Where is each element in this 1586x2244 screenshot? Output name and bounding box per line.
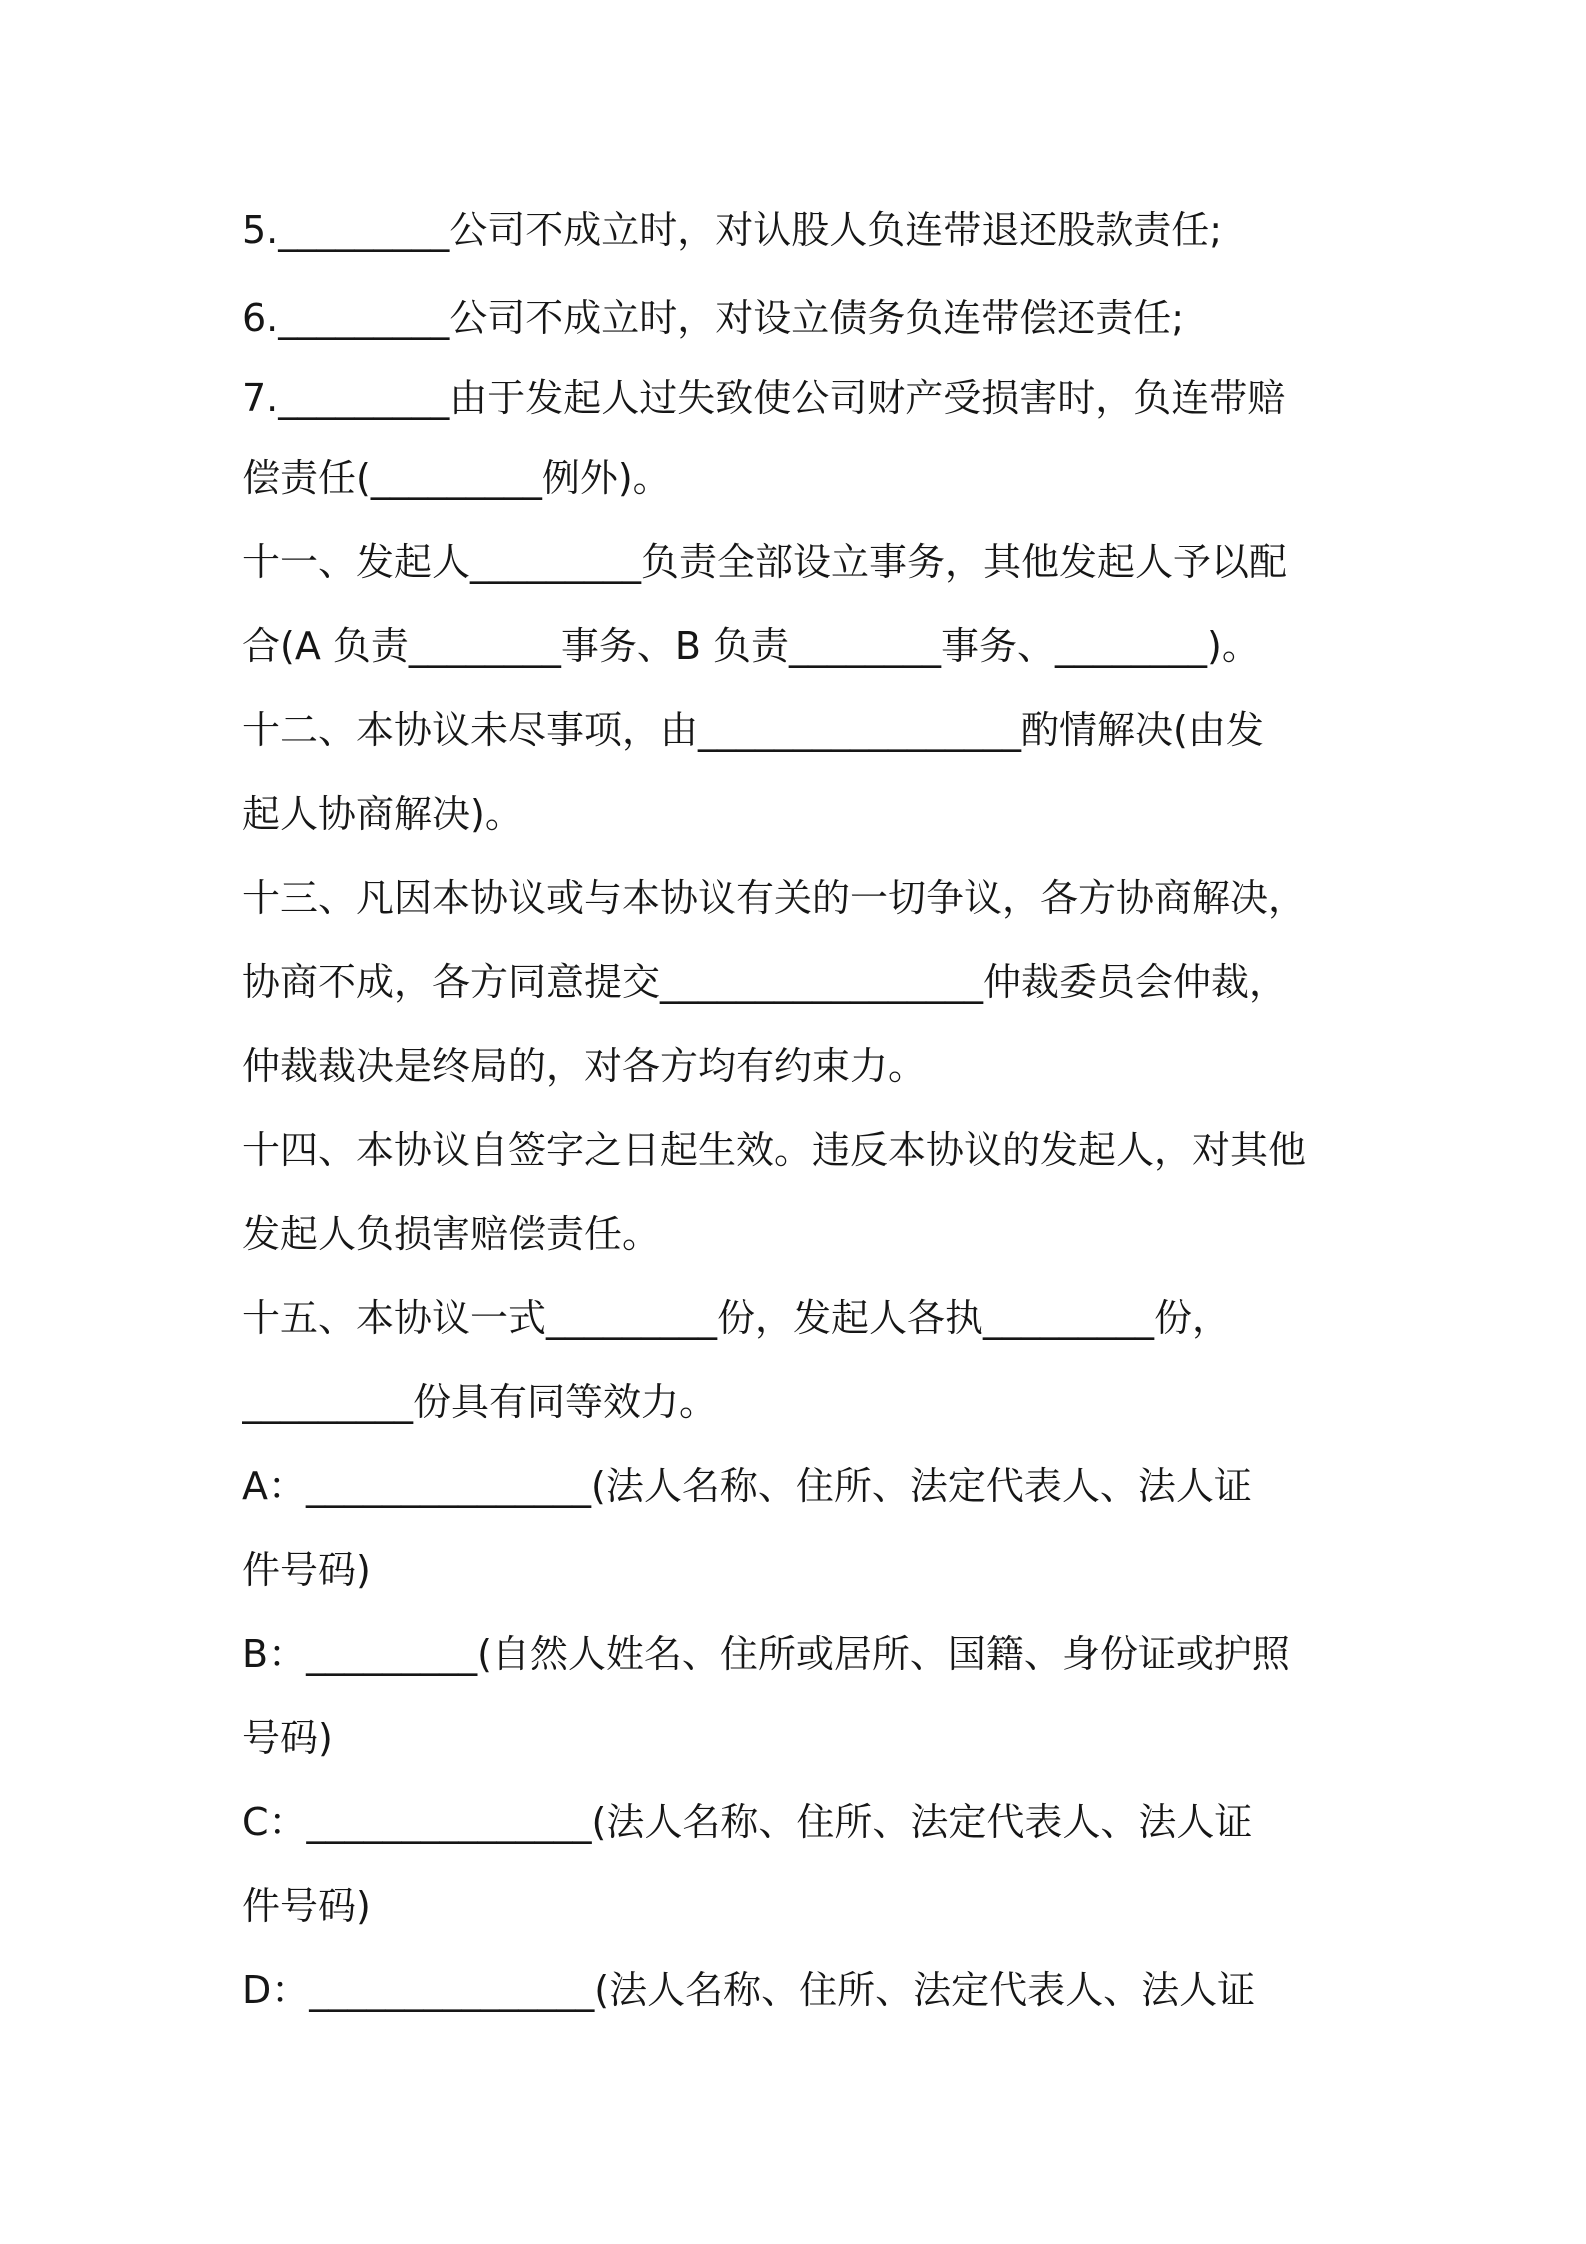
article-15-line-1: 十五、本协议一式_________份，发起人各执_________份， (242, 1296, 1231, 1340)
article-12-line-2: 起人协商解决)。 (242, 792, 523, 836)
article-12-line-1: 十二、本协议未尽事项，由_________________酌情解决(由发 (242, 708, 1264, 752)
party-b-line-1: B：_________(自然人姓名、住所或居所、国籍、身份证或护照 (242, 1632, 1290, 1676)
article-13-line-1: 十三、凡因本协议或与本协议有关的一切争议，各方协商解决， (242, 876, 1307, 920)
article-15-line-2: _________份具有同等效力。 (242, 1380, 718, 1424)
clause-5-line: 5._________公司不成立时，对认股人负连带退还股款责任; (242, 208, 1223, 252)
party-c-line-2: 件号码) (242, 1884, 371, 1928)
article-14-line-2: 发起人负损害赔偿责任。 (242, 1212, 661, 1256)
clause-7-line-1: 7._________由于发起人过失致使公司财产受损害时，负连带赔 (242, 376, 1286, 420)
party-c-line-1: C：_______________(法人名称、住所、法定代表人、法人证 (242, 1800, 1253, 1844)
party-b-line-2: 号码) (242, 1716, 333, 1760)
article-14-line-1: 十四、本协议自签字之日起生效。违反本协议的发起人，对其他 (242, 1128, 1307, 1172)
party-a-line-2: 件号码) (242, 1548, 371, 1592)
article-13-line-3: 仲裁裁决是终局的，对各方均有约束力。 (242, 1044, 927, 1088)
article-11-line-1: 十一、发起人_________负责全部设立事务，其他发起人予以配 (242, 540, 1288, 584)
party-a-line-1: A：_______________(法人名称、住所、法定代表人、法人证 (242, 1464, 1252, 1508)
party-d-line-1: D：_______________(法人名称、住所、法定代表人、法人证 (242, 1968, 1256, 2012)
article-11-line-2: 合(A 负责________事务、B 负责________事务、________)。 (242, 624, 1260, 668)
clause-7-line-2: 偿责任(_________例外)。 (242, 456, 671, 500)
article-13-line-2: 协商不成，各方同意提交_________________仲裁委员会仲裁， (242, 960, 1288, 1004)
clause-6-line: 6._________公司不成立时，对设立债务负连带偿还责任; (242, 296, 1185, 340)
